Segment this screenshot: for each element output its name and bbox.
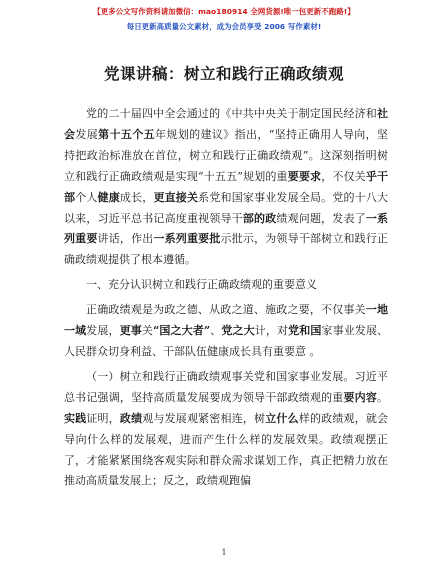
text-run: 一、充分认识树立和践行正确政绩观的重要意义 [86,278,317,292]
page-number: 1 [221,548,227,557]
body-paragraph [64,300,388,363]
text-run: 关 [141,324,153,338]
promo-banner [0,0,448,32]
emphasis-text: 更直接关 [153,190,199,204]
body-paragraph [64,104,388,271]
document-body [64,104,388,492]
emphasis-text: 立什么 [265,411,299,425]
text-run: 系党和国家事业发展全局。党的十八大以来，习近平总书记高度重视领导干 [64,190,389,225]
emphasis-text: 一系列重要 [64,211,389,246]
emphasis-text: 党之大 [221,324,255,338]
text-run: ，不仅关 [321,169,366,183]
text-run: 计，对 [254,324,289,338]
emphasis-text: 一系列重要批 [153,232,221,246]
emphasis-text: 政绩 [119,411,143,425]
emphasis-text: “国之大者” [152,324,211,338]
emphasis-text: 部的政 [242,211,277,225]
text-run: 年规划的建议》指出，“坚持正确用人导向，坚持把政治标准放在首位，树立和践行正确政绩观”。这深刻指明树立和践行正确政绩观是实现“十五五”规划的重 [64,127,389,183]
text-run: 正确政绩观是为政之德、从政之道、施政之要，不仅事关 [86,303,366,317]
emphasis-text: 第十五个五 [98,127,155,141]
emphasis-text: 健康 [97,190,120,204]
text-run: 证明， [86,411,120,425]
text-run: 讲话，作出 [97,232,154,246]
text-run: 。 [377,390,389,404]
text-run: 、 [210,324,222,338]
body-paragraph [64,367,388,492]
emphasis-text: 党和国 [288,324,322,338]
promo-line-blue: 每日更新高质量公文素材，成为会员享受 2006 写作素材! [126,22,322,31]
emphasis-text: 更事 [119,324,142,338]
text-run: 示批示，为领导干部树立和践行正确政绩观提供了根本遵循。 [64,232,389,267]
emphasis-text: 一地一域 [64,303,389,338]
text-run: 家事业发展、人民群众切身利益、干部队伍健康成长具有重要意 。 [64,324,389,358]
document-title: 党课讲稿：树立和践行正确政绩观 [103,65,344,83]
text-run: 观与发展观紧密相连，树 [142,411,266,425]
emphasis-text: 社会 [64,107,388,141]
text-run: 绩观问题，发表了 [276,211,366,225]
emphasis-text: 要要求 [287,169,322,183]
text-run: 发展， [86,324,120,338]
emphasis-text: 实践 [64,411,87,425]
text-run: 成长， [119,190,154,204]
emphasis-text: 要内容 [343,390,378,404]
emphasis-text: 乎干部 [64,169,389,204]
text-run: 党的二十届四中全会通过的《中共中央关于制定国民经济和 [86,107,377,120]
text-run: 样的政绩观，就会导向什么样的发展观，进而产生什么样的发展效果。政绩观摆正了，才能紧紧围绕客观实际和群众需求谋划工作，真正把精力放在推动高质量发展上；反之，政绩观跑偏 [64,411,389,488]
body-paragraph [64,275,388,296]
promo-line-red: 【更多公文写作资料请加微信：mao180914 全网货源!唯一包更新不跑路!】 [93,7,355,16]
text-run: 发展 [75,127,99,141]
text-run: 个人 [75,190,98,204]
text-run: （一）树立和践行正确政绩观事关党和国家事业发展。习近平总书记强调，坚持高质量发展要成为领导干部政绩观的重 [64,369,388,404]
